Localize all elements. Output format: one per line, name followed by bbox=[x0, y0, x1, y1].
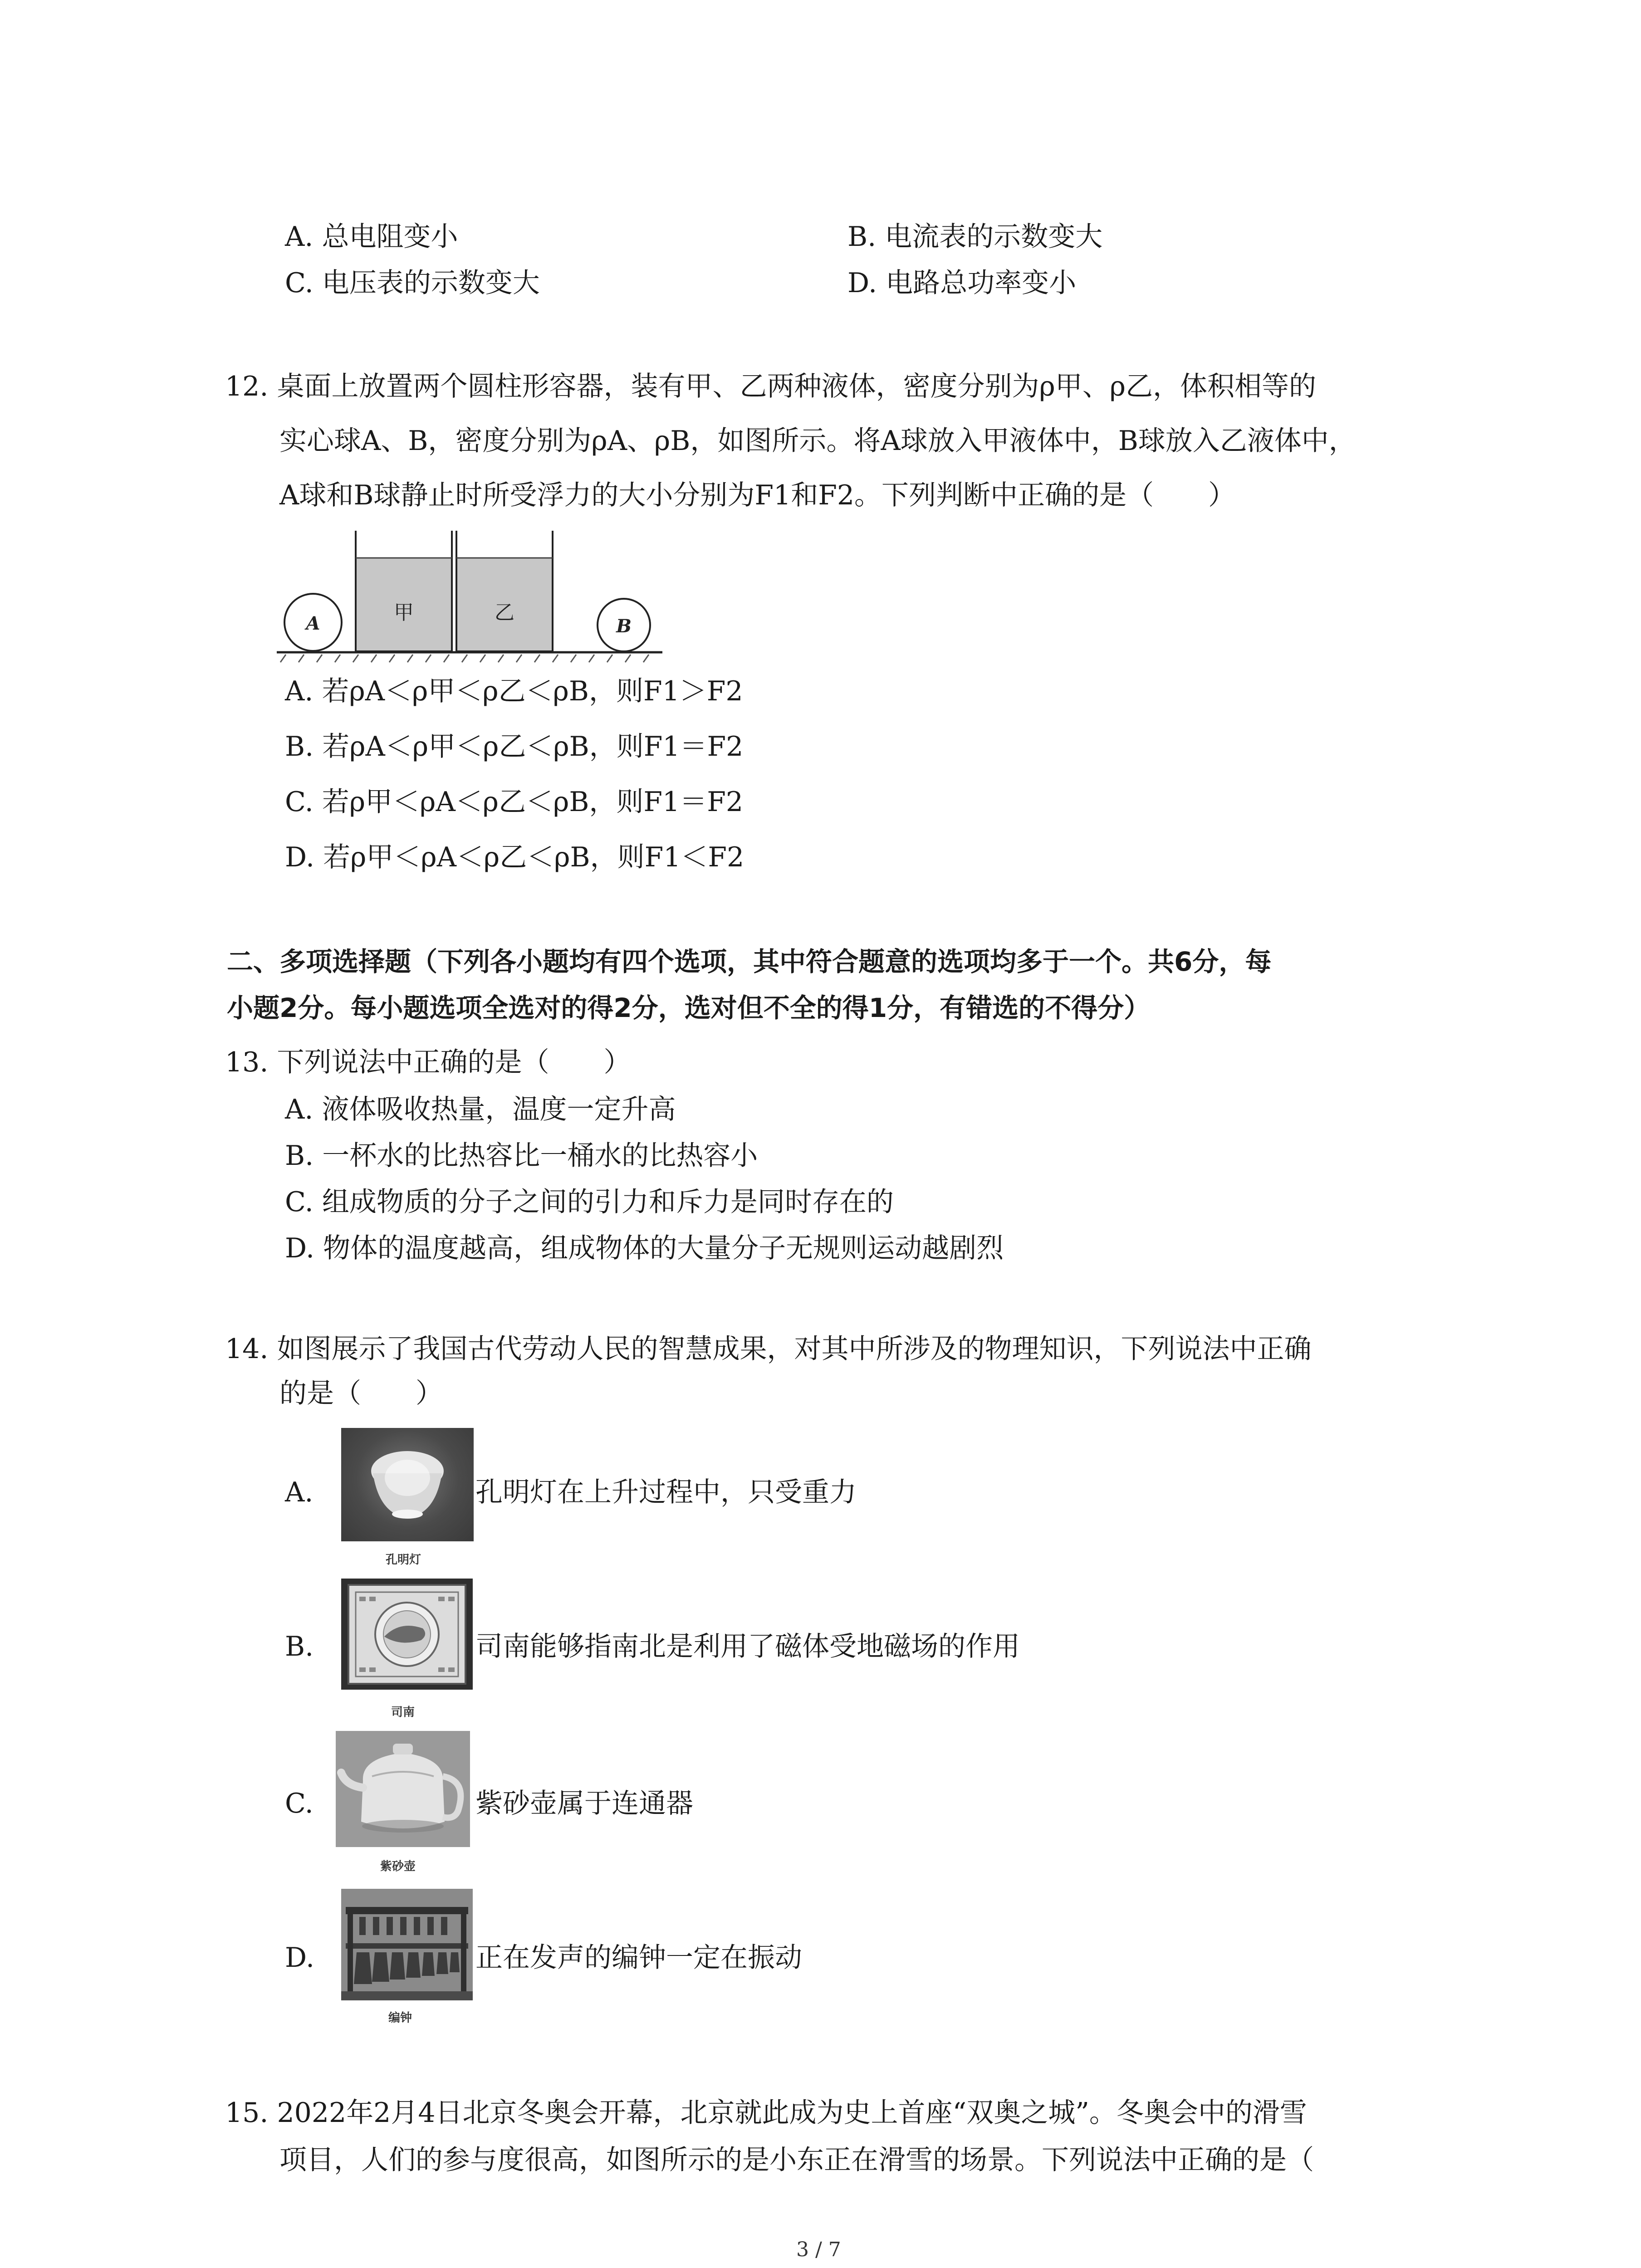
bianzhong-bells-image bbox=[341, 1889, 473, 2000]
ball-b bbox=[598, 599, 650, 651]
q11-option-a: A. 总电阻变小 bbox=[285, 221, 458, 253]
q12-figure bbox=[277, 526, 662, 667]
ball-a-label: A bbox=[306, 613, 320, 634]
q13-option-c: C. 组成物质的分子之间的引力和斥力是同时存在的 bbox=[285, 1186, 894, 1218]
q14-option-b-letter: B. bbox=[285, 1631, 314, 1662]
q14-stem-line-1: 14. 如图展示了我国古代劳动人民的智慧成果，对其中所涉及的物理知识，下列说法中正确 bbox=[225, 1333, 1312, 1365]
q14-option-d-text: 正在发声的编钟一定在振动 bbox=[475, 1942, 802, 1974]
page-number: 3 / 7 bbox=[796, 2238, 841, 2261]
kongming-lantern-caption: 孔明灯 bbox=[386, 1553, 421, 1567]
zisha-teapot-caption: 紫砂壶 bbox=[380, 1860, 416, 1873]
bianzhong-bells-caption: 编钟 bbox=[388, 2011, 412, 2025]
q12-stem-line-2: 实心球A、B，密度分别为ρA、ρB，如图所示。将A球放入甲液体中，B球放入乙液体中， bbox=[279, 425, 1356, 457]
container-jia bbox=[356, 531, 452, 651]
q11-option-d: D. 电路总功率变小 bbox=[847, 267, 1077, 299]
q14-option-c-text: 紫砂壶属于连通器 bbox=[475, 1788, 693, 1819]
q14-option-c-letter: C. bbox=[285, 1788, 314, 1819]
ball-a bbox=[284, 594, 342, 651]
label-yi: 乙 bbox=[495, 601, 514, 624]
container-yi bbox=[456, 531, 553, 651]
q14-stem-line-2: 的是（ ） bbox=[279, 1378, 443, 1409]
q14-option-a-text: 孔明灯在上升过程中，只受重力 bbox=[475, 1476, 857, 1508]
q12-option-b: B. 若ρA＜ρ甲＜ρ乙＜ρB，则F1＝F2 bbox=[285, 731, 744, 763]
table-surface bbox=[277, 652, 662, 662]
q14-option-a-letter: A. bbox=[285, 1476, 314, 1508]
q15-stem-line-2: 项目，人们的参与度很高，如图所示的是小东正在滑雪的场景。下列说法中正确的是（ bbox=[279, 2144, 1314, 2176]
q11-option-b: B. 电流表的示数变大 bbox=[847, 221, 1103, 253]
q13-option-b: B. 一杯水的比热容比一桶水的比热容小 bbox=[285, 1140, 758, 1172]
ball-b-label: B bbox=[616, 616, 632, 637]
q12-option-c: C. 若ρ甲＜ρA＜ρ乙＜ρB，则F1＝F2 bbox=[285, 786, 744, 818]
q14-option-d-letter: D. bbox=[285, 1942, 315, 1974]
q11-option-c: C. 电压表的示数变大 bbox=[285, 267, 540, 299]
q13-stem: 13. 下列说法中正确的是（ ） bbox=[225, 1046, 631, 1078]
q12-stem-line-1: 12. 桌面上放置两个圆柱形容器，装有甲、乙两种液体，密度分别为ρ甲、ρ乙，体积相等的 bbox=[225, 371, 1317, 402]
q13-option-a: A. 液体吸收热量，温度一定升高 bbox=[285, 1094, 676, 1125]
sinan-compass-caption: 司南 bbox=[391, 1706, 415, 1719]
q15-stem-line-1: 15. 2022年2月4日北京冬奥会开幕，北京就此成为史上首座“双奥之城”。冬奥会中的滑雪 bbox=[225, 2097, 1307, 2129]
q12-stem-line-3: A球和B球静止时所受浮力的大小分别为F1和F2。下列判断中正确的是（ ） bbox=[279, 479, 1236, 511]
section2-heading-line-1: 二、多项选择题（下列各小题均有四个选项，其中符合题意的选项均多于一个。共6分，每 bbox=[227, 946, 1272, 977]
q14-option-b-text: 司南能够指南北是利用了磁体受地磁场的作用 bbox=[475, 1631, 1020, 1662]
section2-heading-line-2: 小题2分。每小题选项全选对的得2分，选对但不全的得1分，有错选的不得分） bbox=[227, 992, 1151, 1023]
q13-option-d: D. 物体的温度越高，组成物体的大量分子无规则运动越剧烈 bbox=[285, 1232, 1004, 1264]
label-jia: 甲 bbox=[394, 601, 414, 624]
zisha-teapot-image bbox=[336, 1731, 470, 1847]
q12-option-d: D. 若ρ甲＜ρA＜ρ乙＜ρB，则F1＜F2 bbox=[285, 841, 745, 873]
q12-option-a: A. 若ρA＜ρ甲＜ρ乙＜ρB，则F1＞F2 bbox=[285, 675, 743, 707]
sinan-compass-image bbox=[341, 1579, 473, 1690]
kongming-lantern-image bbox=[341, 1428, 474, 1541]
